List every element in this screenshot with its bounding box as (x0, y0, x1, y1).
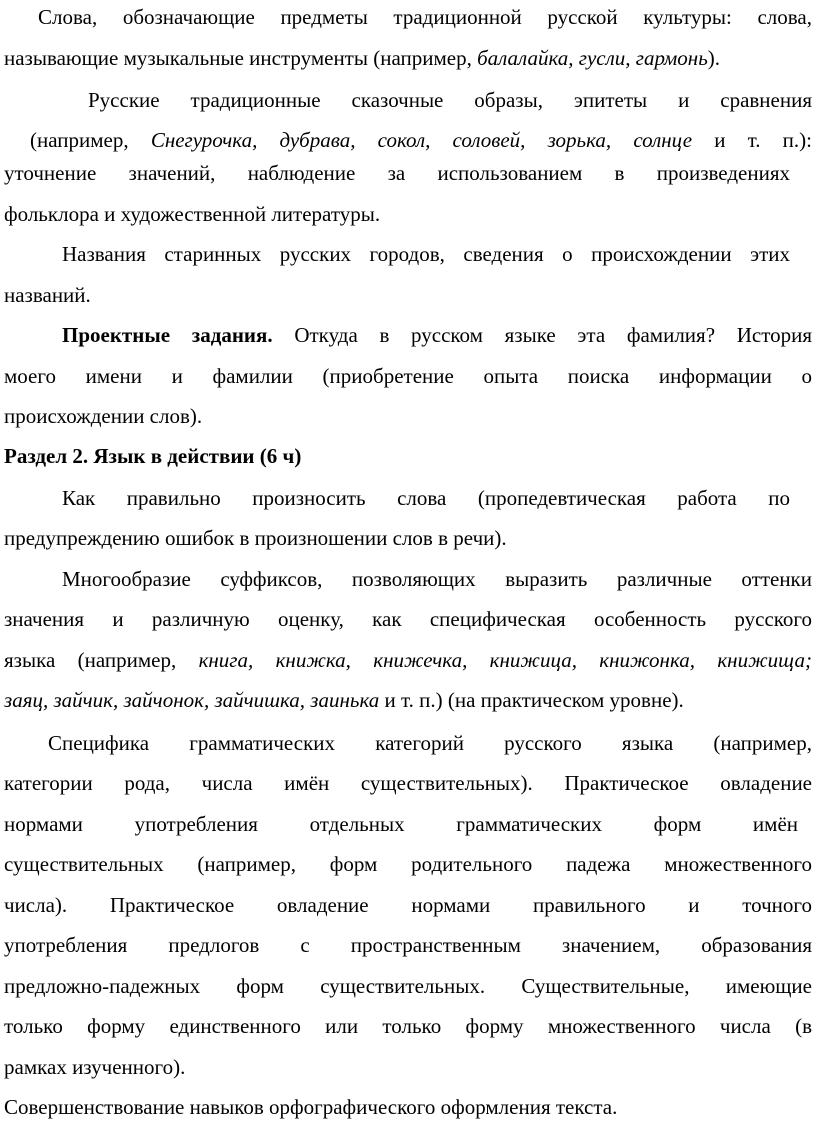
text-line: существительных (например, форм родительного падежа множественного (4, 852, 812, 876)
text-line: категории рода, числа имён существительных). Практическое овладение (4, 771, 812, 795)
text-line: Специфика грамматических категорий русского языка (например, (48, 731, 812, 755)
text-line: происхождении слов). (4, 404, 203, 428)
text-line: называющие музыкальные инструменты (например, балалайка, гусли, гармонь). (4, 46, 721, 70)
section-heading: Раздел 2. Язык в действии (6 ч) (4, 444, 302, 468)
text-line: уточнение значений, наблюдение за использованием в произведениях (4, 161, 790, 185)
text-line: предложно-падежных форм существительных. Существительные, имеющие (4, 974, 812, 998)
text-line: рамках изученного). (4, 1055, 186, 1079)
text-line: заяц, зайчик, зайчонок, зайчишка, заинька и т. п.) (на практическом уровне). (4, 688, 684, 712)
text-line: Русские традиционные сказочные образы, эпитеты и сравнения (88, 88, 812, 112)
text-line: Многообразие суффиксов, позволяющих выразить различные оттенки (62, 567, 812, 591)
text-line: нормами употребления отдельных грамматических форм имён (4, 812, 798, 836)
text-line: Как правильно произносить слова (пропедевтическая работа по (62, 486, 790, 510)
text-line: языка (например, книга, книжка, книжечка, книжица, книжонка, книжища; (4, 648, 813, 672)
text-line: только форму единственного или только форму множественного числа (в (4, 1014, 812, 1038)
text-line: Проектные задания. Откуда в русском языке эта фамилия? История (62, 323, 812, 347)
text-line: числа). Практическое овладение нормами правильного и точного (4, 893, 812, 917)
text-line: Слова, обозначающие предметы традиционной русской культуры: слова, (38, 5, 812, 29)
text-line: употребления предлогов с пространственным значением, образования (4, 933, 812, 957)
text-line: (например, Снегурочка, дубрава, сокол, соловей, зорька, солнце и т. п.): (30, 128, 812, 152)
text-line: значения и различную оценку, как специфическая особенность русского (4, 607, 812, 631)
text-line: предупреждению ошибок в произношении слов в речи). (4, 526, 507, 550)
text-line: названий. (4, 283, 91, 307)
text-line: фольклора и художественной литературы. (4, 202, 381, 226)
text-line: Названия старинных русских городов, сведения о происхождении этих (62, 242, 790, 266)
text-line: Совершенствование навыков орфографического оформления текста. (4, 1095, 618, 1119)
text-line: моего имени и фамилии (приобретение опыта поиска информации о (4, 364, 812, 388)
